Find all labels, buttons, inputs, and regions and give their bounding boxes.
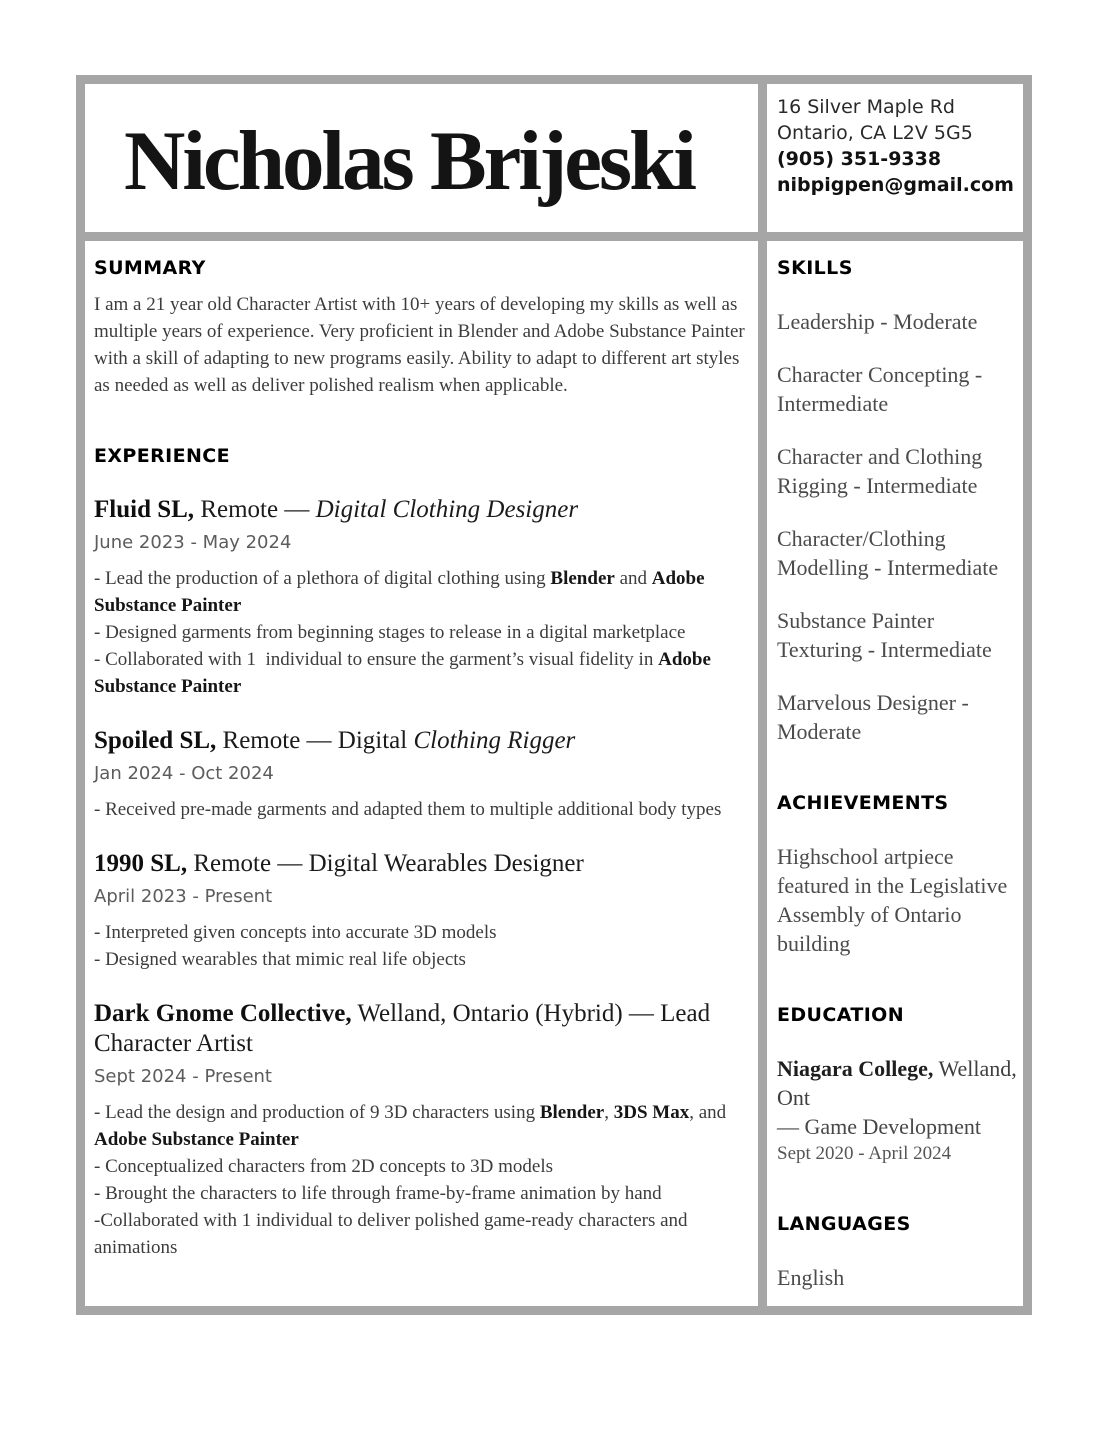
text-segment: - Interpreted given concepts into accurate 3D models [94,922,497,943]
education-school-location: Welland, Ont [777,1056,1017,1110]
experience-entry [94,495,746,700]
text-segment: Spoiled SL, [94,727,217,754]
job-bullet [94,1180,746,1207]
education-heading: EDUCATION [777,1004,905,1026]
experience-heading: EXPERIENCE [94,445,231,467]
text-segment: Fluid SL, [94,496,195,523]
job-bullet [94,796,746,823]
summary-heading: SUMMARY [94,257,206,279]
text-segment: - Collaborated with 1 individual to ensure the garment’s visual fidelity in [94,649,659,670]
text-segment: -Collaborated with 1 individual to deliver polished game-ready characters and animations [94,1210,693,1258]
job-bullet [94,646,746,700]
job-bullet [94,1153,746,1180]
main-column [85,241,758,1306]
job-dates: April 2023 - Present [94,886,273,907]
text-segment: 3DS Max [613,1102,690,1123]
text-segment: - Designed garments from beginning stages to release in a digital marketplace [94,622,686,643]
text-segment: Remote — Digital [216,727,414,754]
job-bullet [94,919,746,946]
job-title [94,849,746,879]
text-segment: Adobe Substance Painter [94,568,710,616]
text-segment: Digital Clothing Designer [315,496,579,523]
text-segment: - Designed wearables that mimic real life objects [94,949,466,970]
contact-email: nibpigpen@gmail.com [777,174,1014,196]
text-segment: Dark Gnome Collective, [94,1000,352,1027]
experience-entry [94,726,746,823]
skill-item: Character and Clothing Rigging - Intermediate [777,444,983,498]
contact-phone: (905) 351-9338 [777,148,942,170]
job-dates: Jan 2024 - Oct 2024 [94,763,274,784]
text-segment: - Brought the characters to life through frame-by-frame animation by hand [94,1183,662,1204]
job-bullet [94,1207,746,1261]
achievement-item: Highschool artpiece featured in the Legislative Assembly of Ontario building [777,844,1008,956]
achievements-list [777,842,1018,958]
text-segment: Blender [539,1102,605,1123]
text-segment: , and [689,1102,731,1123]
job-title [94,999,746,1059]
job-bullets [94,796,746,823]
experience-entry [94,849,746,973]
text-segment: - Lead the production of a plethora of digital clothing using [94,568,551,589]
text-segment: Adobe Substance Painter [94,1129,299,1150]
header-contact-cell [767,84,1023,232]
education-school-name: Niagara College, [777,1056,934,1081]
skill-item: Leadership - Moderate [777,309,978,334]
experience-entry [94,999,746,1261]
skill-item: Character Concepting - Intermediate [777,362,983,416]
text-segment: - Lead the design and production of 9 3D characters using [94,1102,540,1123]
education-school [777,1054,1018,1112]
side-column [767,241,1023,1306]
skill-item: Marvelous Designer - Moderate [777,690,969,744]
contact-address-line1: 16 Silver Maple Rd [777,96,955,118]
job-dates: June 2023 - May 2024 [94,532,292,553]
skills-heading: SKILLS [777,257,853,279]
skill-item: Character/Clothing Modelling - Intermediate [777,526,999,580]
job-bullets [94,919,746,973]
resume-table [76,75,1032,1315]
achievements-heading: ACHIEVEMENTS [777,792,949,814]
job-bullets [94,565,746,700]
experience-list [94,495,746,1261]
text-segment: Clothing Rigger [413,727,576,754]
skill-item: Substance Painter Texturing - Intermediate [777,608,992,662]
summary-text: I am a 21 year old Character Artist with 10+ years of developing my skills as well as multiple years of experience. Very proficient in Blender and Adobe Substance Painter with a skill of adapting to new programs easily. Ability to adapt to different art styles as needed as well as deliver polished realism when applicable. [94,294,750,396]
education-program: — Game Development [777,1114,982,1139]
header-name-cell [85,84,758,232]
text-segment: and [614,568,652,589]
languages-list [777,1263,1018,1292]
job-title [94,726,746,756]
job-title [94,495,746,525]
language-item: English [777,1265,845,1290]
person-name: Nicholas Brijeski [124,113,694,208]
languages-heading: LANGUAGES [777,1213,911,1235]
job-dates: Sept 2024 - Present [94,1066,272,1087]
text-segment: - Conceptualized characters from 2D concepts to 3D models [94,1156,554,1177]
job-bullet [94,946,746,973]
job-bullet [94,1099,746,1153]
education-dates: Sept 2020 - April 2024 [777,1143,952,1164]
text-segment: Blender [550,568,615,589]
job-bullet [94,619,746,646]
text-segment: - Received pre-made garments and adapted them to multiple additional body types [94,799,722,820]
text-segment: Remote — Digital Wearables Designer [187,850,584,877]
text-segment: Welland, Ontario (Hybrid) — Lead Character Artist [94,1000,711,1057]
text-segment: Remote — [194,496,316,523]
job-bullet [94,565,746,619]
job-bullets [94,1099,746,1261]
skills-list [777,307,1018,746]
education-entry [777,1054,1018,1167]
text-segment: 1990 SL, [94,850,188,877]
text-segment: , [604,1102,614,1123]
contact-address-line2: Ontario, CA L2V 5G5 [777,122,973,144]
text-segment: Adobe Substance Painter [94,649,716,697]
